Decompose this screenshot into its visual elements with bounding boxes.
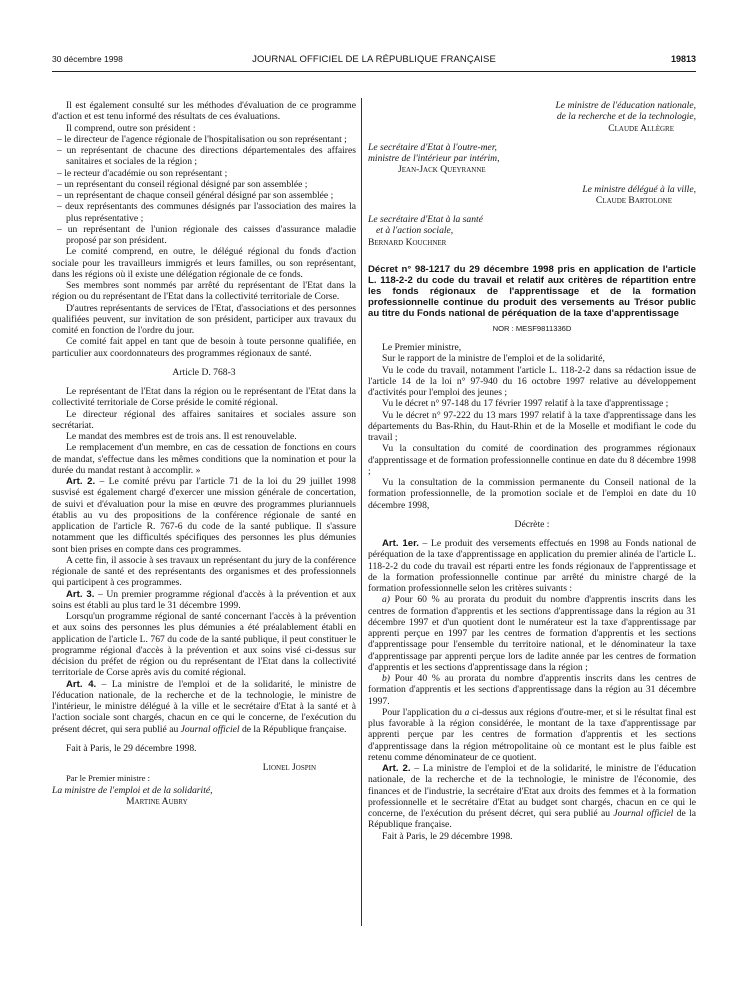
criterion-text: Pour 60 % au prorata du produit du nombre d'apprentis inscrits dans les centres de formation d'apprentis et les sections d'apprentissage dans la région au 31 décembre 1997 et d'un quotient dont le numérateur est la taxe d'apprentissage par apprenti perçue en 1997 par les centres de formation d'apprentis et les sections d'apprentissage pour l'ensemble du territoire national, et le dénominateur la taxe d'apprentissage par apprenti perçue lors de ladite année par les centres de formation d'apprentis et les sections d'apprentissage dans la région ;: [368, 594, 696, 673]
paragraph: Le Premier ministre,: [382, 342, 462, 353]
article-label: Art. 2.: [66, 476, 96, 487]
article-text-end: de la République française.: [368, 808, 697, 831]
signature-date: Fait à Paris, le 29 décembre 1998.: [382, 830, 513, 842]
article-text: – La ministre de l'emploi et de la solidarité, le ministre de l'éducation nationale, de la recherche et de la technologie, le ministre de l'intérieur, le ministre délégué à la ville et le secrétaire d'Etat à la santé et à l'action sociale sont chargés, chacun en ce qui le concerne, de l'exécution du présent décret, qui sera publié au: [52, 678, 356, 735]
signatory-title: La ministre de l'emploi et de la solidarité,: [52, 784, 213, 796]
paragraph: [368, 707, 696, 763]
list-item: – un représentant du conseil régional désigné par son assemblée ;: [57, 178, 308, 190]
criterion-b: [368, 673, 696, 707]
journal-reference: Journal officiel: [180, 723, 240, 735]
nor-reference: NOR : MESF9811336D: [492, 323, 572, 333]
article-label: Art. 3.: [66, 588, 95, 600]
paragraph: Le représentant de l'Etat dans la région ou le représentant de l'Etat dans la collectivité territoriale de Corse préside le comité régional.: [52, 386, 356, 409]
paragraph: Il comprend, outre son président :: [66, 122, 196, 134]
list-item: – deux représentants des communes désignés par l'association des maires la plus représentative ;: [57, 201, 356, 224]
page-header: [52, 54, 696, 68]
signatory-title: ministre de l'intérieur par intérim,: [368, 153, 500, 164]
column-divider: [361, 98, 362, 926]
signatory-name: Bernard Kouchner: [368, 236, 447, 248]
paragraph: Vu la consultation de la commission permanente du Conseil national de la formation professionnelle, de la promotion sociale et de l'emploi en date du 10 décembre 1998,: [368, 477, 696, 511]
text-fragment: Pour l'application du: [382, 706, 465, 718]
paragraph: Le mandat des membres est de trois ans. Il est renouvelable.: [66, 431, 297, 442]
article-text: – Le comité prévu par l'article 71 de la loi du 29 juillet 1998 susvisé est également chargé d'exercer une mission générale de concertation, de suivi et d'évaluation pour la mise en œuvre des programmes pluriannuels établis au vu des propositions de la conférence régionale de santé en application de l'article R. 767-6 du code de la santé publique. Il s'assure notamment que les difficultés spécifiques des personnes les plus démunies sont bien prises en compte dans ces programmes.: [52, 476, 356, 555]
criterion-label: b): [382, 673, 390, 684]
signatory-title: Le ministre délégué à la ville,: [582, 183, 696, 195]
criterion-label: a): [382, 594, 390, 606]
article-text: – Le produit des versements effectués en 1998 au Fonds national de péréquation de la taxe d'apprentissage en application du premier alinéa de l'article L. 118-2-2 du code du travail est réparti entre les fonds régionaux de l'apprentissage et de la formation professionnelle continue par arrêté du ministre chargé de la formation professionnelle selon les critères suivants :: [368, 538, 696, 594]
left-column: [52, 100, 356, 807]
header-date: 30 décembre 1998: [52, 54, 123, 64]
list-item: – un représentant de chacune des directions départementales des affaires sanitaires et sociales de la région ;: [57, 145, 356, 168]
paragraph: A cette fin, il associe à ses travaux un représentant du jury de la conférence régionale de santé et des représentants des organismes et des professionnels qui participent à ces programmes.: [52, 554, 356, 589]
article-label: Art. 2.: [382, 763, 411, 774]
text-fragment: ci-dessus aux régions d'outre-mer, et si le résultat final est plus favorable à la région considérée, le montant de la taxe d'apprentissage par apprenti perçue par les centres de formation d'apprentis et les sections d'apprentissage dans la région métropolitaine où ce montant est le plus faible est retenu comme dénominateur de ce quotient.: [368, 706, 696, 763]
signatory-title: Le secrétaire d'Etat à l'outre-mer,: [368, 141, 497, 153]
list-item: – un représentant de chaque conseil général désigné par son assemblée ;: [57, 190, 334, 201]
paragraph: Vu la consultation du comité de coordination des programmes régionaux d'apprentissage et de formation professionnelle continue en date du 8 décembre 1998 ;: [368, 443, 696, 477]
signature-intro: Par le Premier ministre :: [66, 773, 151, 784]
signatory-name: Claude Allègre: [608, 122, 674, 134]
signatory-name: Martine Aubry: [126, 795, 188, 807]
article-text-end: de la République française.: [239, 723, 347, 735]
paragraph: Il est également consulté sur les méthodes d'évaluation de ce programme d'action et est tenu informé des résultats de ces évaluations.: [52, 100, 356, 123]
paragraph: Vu le décret n° 97-148 du 17 février 1997 relatif à la taxe d'apprentissage ;: [382, 398, 669, 410]
article-1: [368, 538, 696, 594]
paragraph: Ce comité fait appel en tant que de besoin à toute personne qualifiée, en particulier aux coordonnateurs des programmes régionaux de santé.: [52, 336, 356, 359]
signatory-name: Jean-Jack Queyranne: [398, 164, 486, 176]
signatory-title: et à l'action sociale,: [376, 225, 454, 237]
article-label: Art. 1er.: [382, 538, 419, 549]
signatory-name: Lionel Jospin: [262, 762, 316, 773]
paragraph: Le comité comprend, en outre, le délégué régional du fonds d'action sociale pour les travailleurs immigrés et leurs familles, ou son représentant, dans les régions où il existe une délégation régionale de ce fonds.: [52, 246, 356, 280]
paragraph: Le directeur régional des affaires sanitaires et sociales assure son secrétariat.: [52, 408, 356, 431]
decree-title: Décret n° 98-1217 du 29 décembre 1998 pris en application de l'article L. 118-2-2 du code du travail et relatif aux critères de répartition entre les fonds régionaux de l'apprentissage et de la formation professionnelle continue du produit des versements au Trésor public au titre du Fonds national de péréquation de la taxe d'apprentissage: [368, 263, 696, 319]
signatory-title: Le secrétaire d'Etat à la santé: [368, 214, 483, 225]
criterion-a: [368, 594, 696, 673]
criterion-ref: a: [464, 706, 470, 718]
paragraph: D'autres représentants de services de l'Etat, d'associations et des personnes qualifiées peuvent, sur invitation de son président, participer aux travaux du comité en fonction de l'ordre du jour.: [52, 302, 356, 336]
paragraph: Le remplacement d'un membre, en cas de cessation de fonctions en cours de mandat, s'effectue dans les mêmes conditions que la nomination et pour la durée du mandat restant à accomplir. »: [52, 442, 356, 476]
paragraph: Vu le décret n° 97-222 du 13 mars 1997 relatif à la taxe d'apprentissage dans les départements du Bas-Rhin, du Haut-Rhin et de la Moselle et modifiant le code du travail ;: [368, 409, 696, 443]
article-4: [52, 679, 356, 735]
article-text: – Un premier programme régional d'accès à la prévention et aux soins est établi au plus tard le 31 décembre 1999.: [52, 588, 356, 611]
article-2: [368, 763, 696, 831]
journal-reference: Journal officiel: [613, 808, 674, 819]
list-item: – un représentant de l'union régionale des caisses d'assurance maladie proposé par son président.: [57, 223, 356, 246]
signatory-title: Le ministre de l'éducation nationale,: [555, 100, 696, 111]
article-title: Article D. 768-3: [172, 366, 236, 378]
list-item: – le recteur d'académie ou son représentant ;: [57, 167, 228, 179]
header-page-number: 19813: [670, 54, 696, 64]
paragraph: Ses membres sont nommés par arrêté du représentant de l'Etat dans la région ou du représentant de l'Etat dans la collectivité territoriale de Corse.: [52, 280, 356, 303]
header-rule: [52, 71, 696, 72]
decrete-heading: Décrète :: [514, 518, 550, 530]
paragraph: Sur le rapport de la ministre de l'emploi et de la solidarité,: [382, 353, 605, 365]
signatory-name: Claude Bartolone: [595, 194, 672, 206]
article-text: – La ministre de l'emploi et de la solidarité, le ministre de l'éducation nationale, de la recherche et de la technologie, le ministre de l'économie, des finances et de l'industrie, la secrétaire d'Etat aux droits des femmes et à la formation professionnelle et le secrétaire d'Etat au budget sont chargés, chacun en ce qui le concerne, de l'exécution du présent décret, qui sera publié au: [368, 763, 696, 819]
criterion-text: Pour 40 % au prorata du nombre d'apprentis inscrits dans les centres de formation d'apprentis et les sections d'apprentissage dans la région au 31 décembre 1997.: [368, 673, 696, 707]
member-list: [52, 134, 356, 247]
signatory-title: de la recherche et de la technologie,: [556, 111, 696, 123]
article-2: [52, 476, 356, 555]
paragraph: Lorsqu'un programme régional de santé concernant l'accès à la prévention et aux soins des personnes les plus démunies a été préalablement établi en application de l'article L. 767 du code de la santé publique, il peut constituer le programme régional d'accès à la prévention et aux soins visé ci-dessus sur décision du préfet de région ou du représentant de l'Etat dans la collectivité territoriale de Corse après avis du comité régional.: [52, 611, 356, 679]
header-journal-title: JOURNAL OFFICIEL DE LA RÉPUBLIQUE FRANÇAISE: [252, 54, 496, 65]
signature-date: Fait à Paris, le 29 décembre 1998.: [66, 742, 197, 754]
article-3: [52, 589, 356, 612]
paragraph: Vu le code du travail, notamment l'article L. 118-2-2 dans sa rédaction issue de l'article 14 de la loi n° 97-940 du 16 octobre 1997 relative au développement d'activités pour l'emploi des jeunes ;: [368, 364, 696, 398]
article-label: Art. 4.: [66, 678, 97, 690]
right-column: [368, 100, 696, 842]
list-item: – le directeur de l'agence régionale de l'hospitalisation ou son représentant ;: [57, 133, 347, 145]
